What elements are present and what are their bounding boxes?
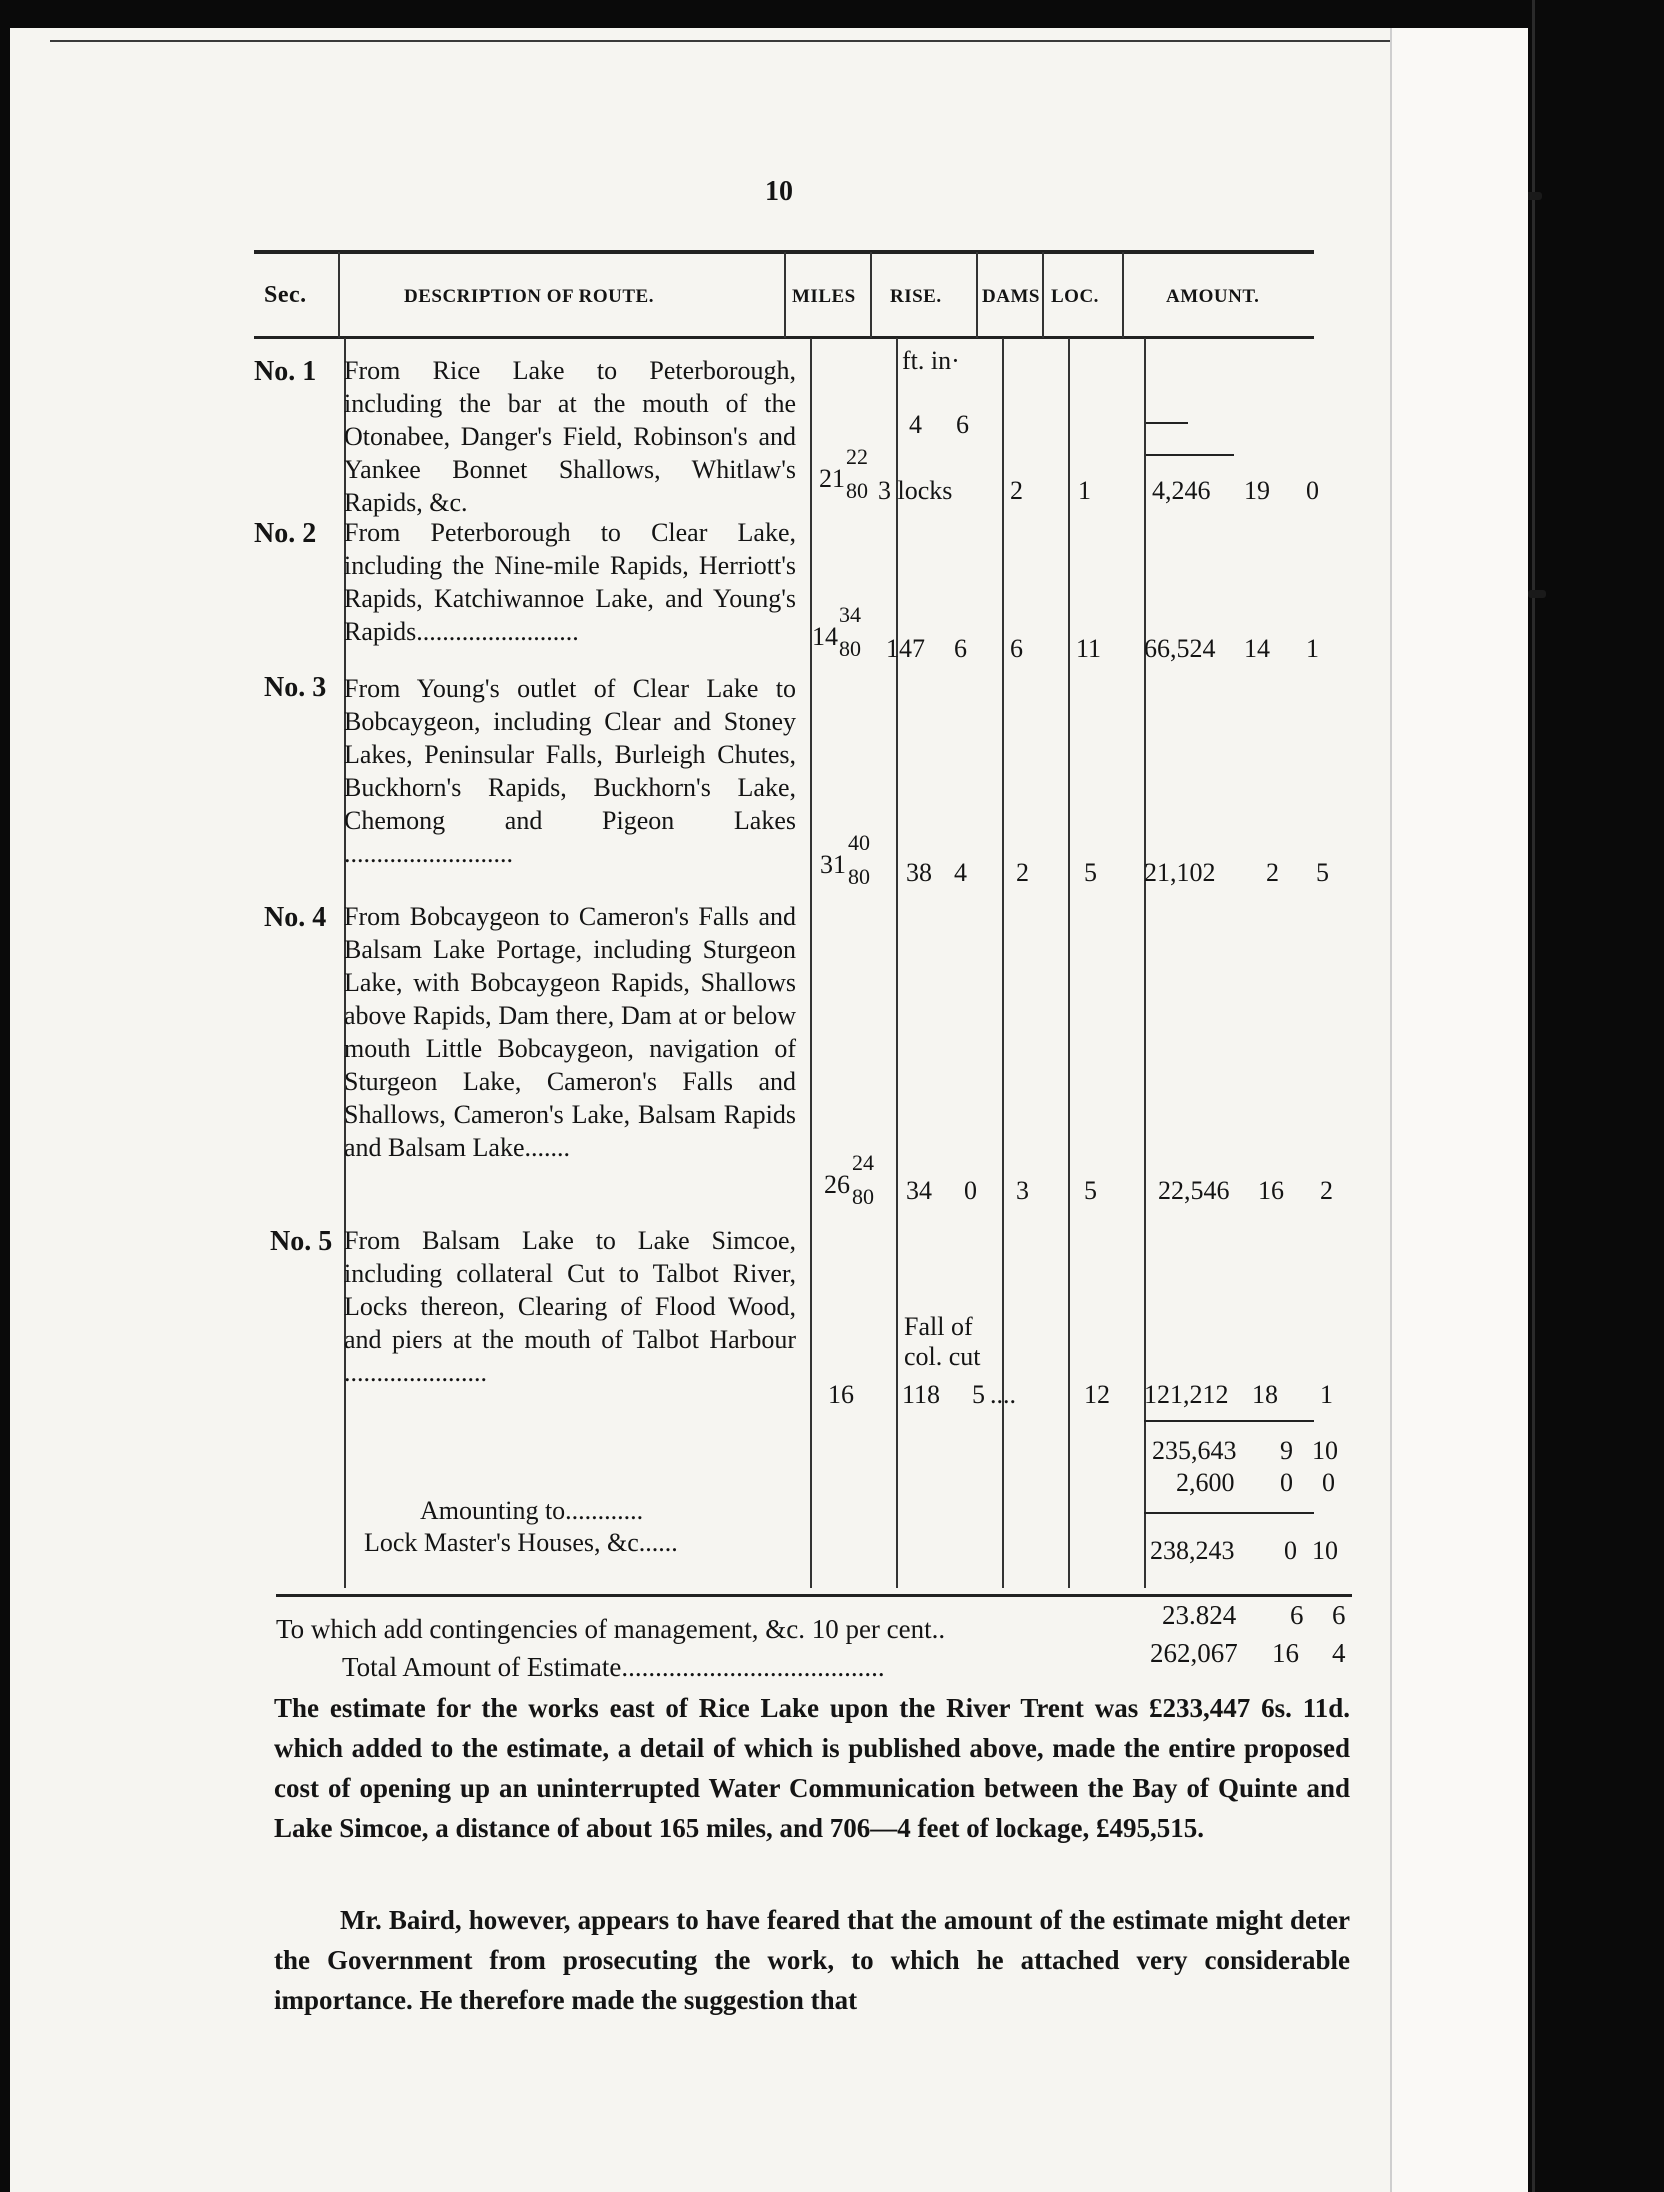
route-description: From Young's outlet of Clear Lake to Bobcaygeon, including Clear and Stoney Lakes, Peninsular Falls, Burleigh Chutes, Buckhorn's Rapids, Buckhorn's Lake, Chemong and Pigeon Lakes .......................... [344,674,796,868]
subtotal-shillings: 0 [1284,1536,1297,1565]
dams-count: .... [990,1380,1016,1409]
column-divider [1068,338,1070,1588]
paragraph: Mr. Baird, however, appears to have feared that the amount of the estimate might deter the Government from prosecuting the work, to which he attached very considerable importance. He therefore made the suggestion that [274,1905,1350,2015]
locks-count: 5 [1084,858,1097,887]
rise-sub-rule [1144,454,1234,456]
amounting-shillings: 9 [1280,1436,1293,1465]
amount-pounds: 21,102 [1144,858,1216,887]
header-sec: Sec. [264,282,307,308]
amount-pounds: 4,246 [1152,476,1211,505]
column-divider [784,252,786,338]
total-pence: 4 [1332,1638,1346,1668]
header-locks: LOC. [1051,286,1099,307]
amount-pence: 2 [1320,1176,1333,1205]
column-divider [338,252,340,338]
column-divider [810,338,812,1588]
total-shillings: 16 [1272,1638,1299,1668]
column-divider [870,252,872,338]
houses-label: Lock Master's Houses, &c...... [364,1528,678,1557]
contingencies-pence: 6 [1332,1600,1346,1630]
miles-denominator: 80 [839,636,861,661]
table-bottom-rule [276,1594,1352,1597]
rise-feet: 38 [906,858,932,887]
miles-denominator: 80 [848,864,870,889]
amount-pounds: 121,212 [1144,1380,1229,1409]
route-description: From Peterborough to Clear Lake, including the Nine-mile Rapids, Herriott's Rapids, Katchiwannoe Lake, and Young's Rapids......................... [344,518,796,646]
houses-pence: 0 [1322,1468,1335,1497]
header-dams: DAMS [982,286,1040,307]
locks-count: 5 [1084,1176,1097,1205]
houses-shillings: 0 [1280,1468,1293,1497]
rise-feet: 147 [886,634,925,663]
section-number: No. 4 [264,902,327,933]
amounting-label: Amounting to............ [420,1496,644,1525]
column-divider [1042,252,1044,338]
miles-whole: 26 [824,1170,850,1199]
rise-inches: 6 [954,634,967,663]
amount-pounds: 66,524 [1144,634,1216,663]
header-rise: RISE. [890,286,942,307]
amounting-pence: 10 [1312,1436,1338,1465]
contingencies-label: To which add contingencies of management, &c. 10 per cent.. [276,1614,946,1644]
dams-count: 6 [1010,634,1023,663]
binding-clip [1528,590,1546,598]
page-top-edge [50,40,1488,42]
header-description: DESCRIPTION OF ROUTE. [404,286,654,307]
miles-numerator: 24 [852,1150,874,1175]
route-description: From Balsam Lake to Lake Simcoe, including collateral Cut to Talbot River, Locks thereon, Clearing of Flood Wood, and piers at the mouth of Talbot Harbour ...................... [344,1226,796,1387]
sum-rule [1144,1420,1314,1422]
rise-inches: 6 [956,410,969,439]
dams-count: 2 [1010,476,1023,505]
subtotal-pounds: 238,243 [1150,1536,1235,1565]
book-spine [1532,0,1535,2192]
rise-feet: 118 [902,1380,941,1409]
rise-note: 3 locks [878,476,953,505]
column-divider [896,338,898,1588]
miles-whole: 21 [819,464,845,493]
rise-sub-rule [1144,422,1188,424]
section-number: No. 2 [254,518,317,549]
estimate-table [254,244,1338,1584]
locks-count: 12 [1084,1380,1110,1409]
facing-page-edge [1390,28,1528,2192]
section-number: No. 5 [270,1226,333,1257]
amount-shillings: 16 [1258,1176,1284,1205]
rise-unit: ft. in· [902,346,960,375]
dams-count: 3 [1016,1176,1029,1205]
rise-inches: 0 [964,1176,977,1205]
miles-whole: 16 [828,1380,854,1409]
rise-feet: 4 [909,410,922,439]
locks-count: 1 [1078,476,1091,505]
rise-inches: 4 [954,858,967,887]
rise-feet: 34 [906,1176,932,1205]
subtotal-pence: 10 [1312,1536,1338,1565]
amount-pence: 5 [1316,858,1329,887]
rise-inches: 5 [972,1380,985,1409]
amount-shillings: 14 [1244,634,1270,663]
amount-shillings: 2 [1266,858,1279,887]
amount-pence: 0 [1306,476,1319,505]
contingencies-pounds: 23.824 [1162,1600,1237,1630]
miles-numerator: 40 [848,830,870,855]
miles-denominator: 80 [846,478,868,503]
miles-numerator: 22 [846,444,868,469]
miles-whole: 14 [812,622,838,651]
miles-whole: 31 [820,850,846,879]
section-number: No. 1 [254,356,317,387]
header-amount: AMOUNT. [1166,286,1260,307]
route-description: From Bobcaygeon to Cameron's Falls and Balsam Lake Portage, including Sturgeon Lake, with Bobcaygeon Rapids, Shallows above Rapids, Dam there, Dam at or below mouth Little Bobcaygeon, navigation of Sturgeon Lake, Cameron's Falls and Shallows, Cameron's Lake, Balsam Rapids and Balsam Lake....... [344,902,796,1162]
column-divider [1122,252,1124,338]
amount-shillings: 19 [1244,476,1270,505]
paragraph: The estimate for the works east of Rice Lake upon the River Trent was £233,447 6s. 11d. which added to the estimate, a detail of which is published above, made the entire proposed cost of opening up an uninterrupted Water Communication between the Bay of Quinte and Lake Simcoe, a distance of about 165 miles, and 706—4 feet of lockage, £495,515. [274,1693,1350,1843]
amount-shillings: 18 [1252,1380,1278,1409]
amount-pounds: 22,546 [1158,1176,1230,1205]
section-number: No. 3 [264,672,327,703]
houses-pounds: 2,600 [1176,1468,1235,1497]
total-pounds: 262,067 [1150,1638,1238,1668]
amounting-pounds: 235,643 [1152,1436,1237,1465]
amount-pence: 1 [1320,1380,1333,1409]
amount-pence: 1 [1306,634,1319,663]
column-divider [976,252,978,338]
miles-numerator: 34 [839,602,861,627]
header-miles: MILES [792,286,856,307]
miles-denominator: 80 [852,1184,874,1209]
page-number: 10 [765,176,793,207]
rise-note: Fall of col. cut [904,1312,981,1371]
locks-count: 11 [1076,634,1102,663]
total-label: Total Amount of Estimate....................................... [342,1652,885,1682]
contingencies-shillings: 6 [1290,1600,1304,1630]
dams-count: 2 [1016,858,1029,887]
route-description: From Rice Lake to Peterborough, including the bar at the mouth of the Otonabee, Danger's Field, Robinson's and Yankee Bonnet Shallows, Whitlaw's Rapids, &c. [344,356,796,517]
sum-rule [1144,1512,1314,1514]
